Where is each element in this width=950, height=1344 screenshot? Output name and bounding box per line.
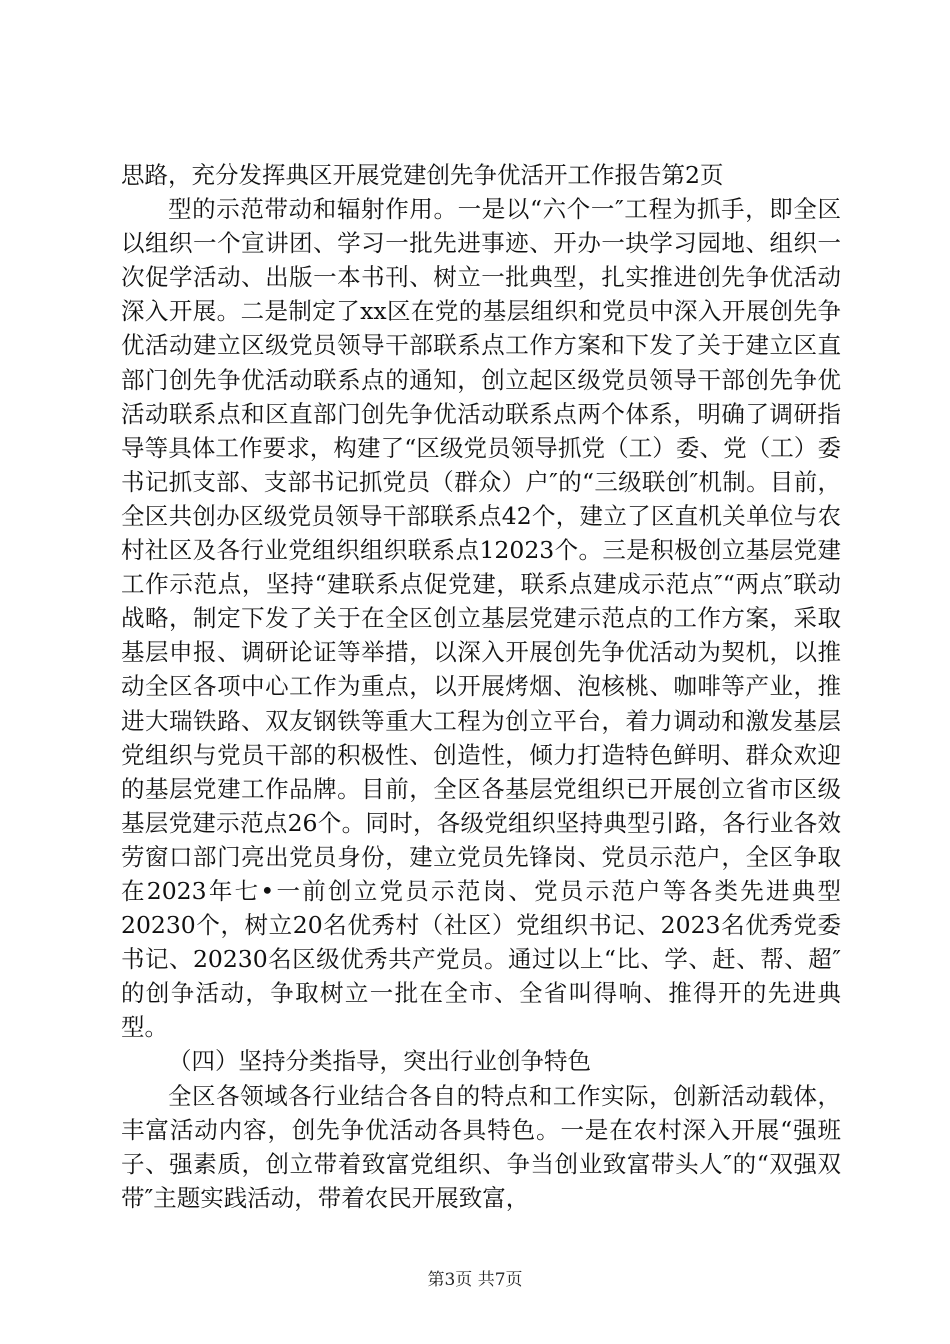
document-body xyxy=(121,158,841,1215)
page-number-footer: 第3页 共7页 xyxy=(427,1270,523,1290)
paragraph-continuation: 思路，充分发挥典区开展党建创先争优活开工作报告第2页 xyxy=(121,161,724,189)
paragraph-body-2: 全区各领域各行业结合各自的特点和工作实际，创新活动载体，丰富活动内容，创先争优活动各具特色。一是在农村深入开展“强班子、强素质，创立带着致富党组织、争当创业致富带头人″的“双强双带″主题实践活动，带着农民开展致富， xyxy=(121,1081,841,1212)
section-heading: （四）坚持分类指导，突出行业创争特色 xyxy=(168,1047,591,1076)
paragraph-body-1: 型的示范带动和辐射作用。一是以“六个一″工程为抓手，即全区以组织一个宣讲团、学习一批先进事迹、开办一块学习园地、组织一次促学活动、出版一本书刊、树立一批典型，扎实推进创先争优活动深入开展。二是制定了xx区在党的基层组织和党员中深入开展创先争优活动建立区级党员领导干部联系点工作方案和下发了关于建立区直部门创先争优活动联系点的通知，创立起区级党员领导干部创先争优活动联系点和区直部门创先争优活动联系点两个体系，明确了调研指导等具体工作要求，构建了“区级党员领导抓党（工）委、党（工）委书记抓支部、支部书记抓党员（群众）户″的“三级联创″机制。目前，全区共创办区级党员领导干部联系点42个，建立了区直机关单位与农村社区及各行业党组织组织联系点12023个。三是积极创立基层党建工作示范点，坚持“建联系点促党建，联系点建成示范点″“两点″联动战略，制定下发了关于在全区创立基层党建示范点的工作方案，采取基层申报、调研论证等举措，以深入开展创先争优活动为契机，以推动全区各项中心工作为重点，以开展烤烟、泡核桃、咖啡等产业，推进大瑞铁路、双友钢铁等重大工程为创立平台，着力调动和激发基层党组织与党员干部的积极性、创造性，倾力打造特色鲜明、群众欢迎的基层党建工作品牌。目前，全区各基层党组织已开展创立省市区级基层党建示范点26个。同时，各级党组织坚持典型引路，各行业各效劳窗口部门亮出党员身份，建立党员先锋岗、党员示范户，全区争取在2023年七•一前创立党员示范岗、党员示范户等各类先进典型20230个，树立20名优秀村（社区）党组织书记、2023名优秀党委书记、20230名区级优秀共产党员。通过以上“比、学、赶、帮、超″的创争活动，争取树立一批在全市、全省叫得响、推得开的先进典型。 xyxy=(121,195,841,1042)
